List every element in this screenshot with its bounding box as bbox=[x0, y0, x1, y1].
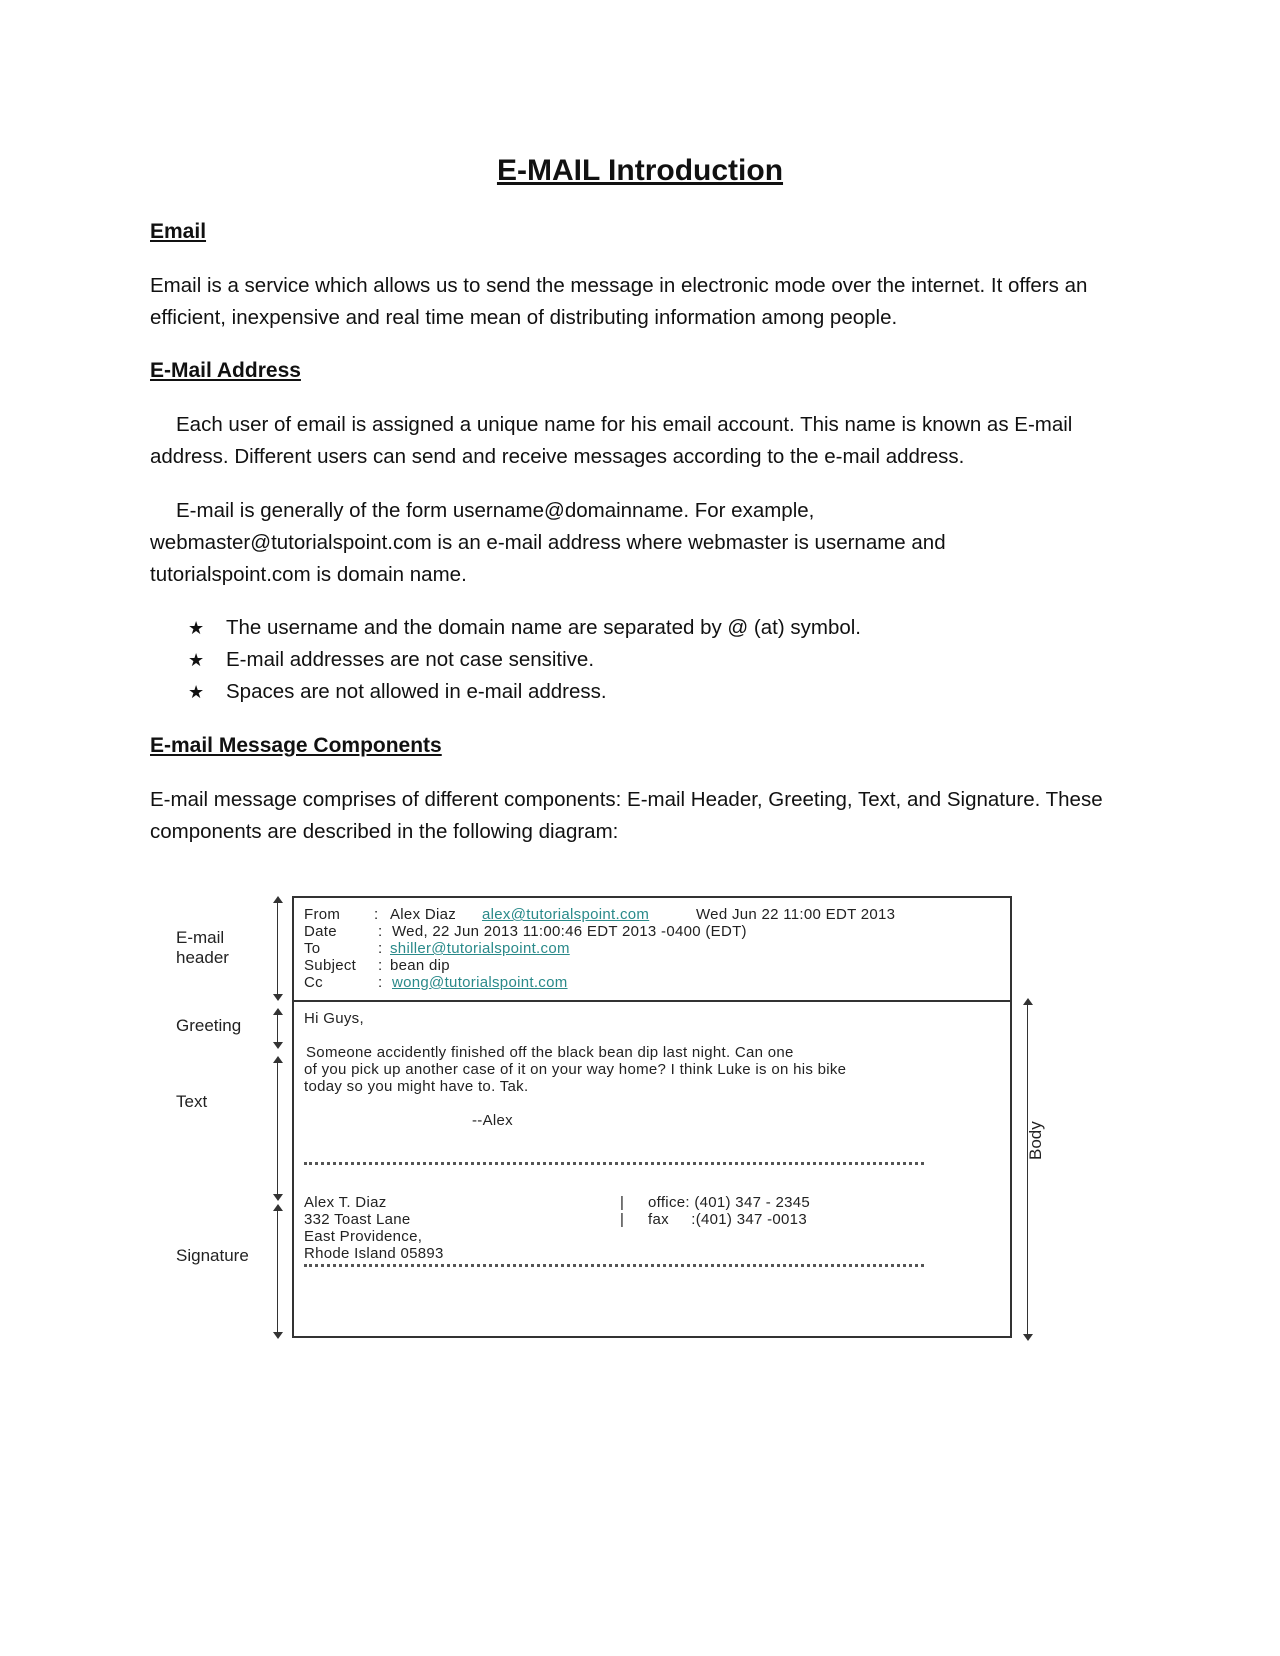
arrow-down-icon bbox=[273, 1042, 283, 1049]
signature-office-phone: office: (401) 347 - 2345 bbox=[648, 1194, 811, 1211]
label-greeting: Greeting bbox=[176, 1016, 242, 1035]
to-sep: : bbox=[378, 940, 383, 957]
heading-email: Email bbox=[150, 220, 207, 243]
from-date: Wed Jun 22 11:00 EDT 2013 bbox=[696, 906, 896, 923]
list-item: ★ Spaces are not allowed in e-mail address. bbox=[188, 676, 861, 708]
cc-sep: : bbox=[378, 974, 383, 991]
signature-divider-bottom bbox=[304, 1264, 924, 1267]
body-span-line bbox=[1027, 1004, 1028, 1336]
arrow-down-icon bbox=[273, 994, 283, 1001]
label-email-header: E-mail header bbox=[176, 928, 229, 967]
cc-email-link[interactable]: wong@tutorialspoint.com bbox=[392, 974, 568, 991]
signature-pipe: | bbox=[620, 1211, 625, 1228]
address-paragraph-1: Each user of email is assigned a unique name for his email account. This name is known as E-mail address. Different users can send and receive messages according to the e-mail address. bbox=[150, 413, 1073, 468]
date-value: Wed, 22 Jun 2013 11:00:46 EDT 2013 -0400 (EDT) bbox=[392, 923, 747, 940]
star-icon: ★ bbox=[188, 618, 205, 638]
heading-email-address: E-Mail Address bbox=[150, 359, 301, 382]
greeting-text: Hi Guys, bbox=[304, 1010, 364, 1027]
header-span-line bbox=[277, 902, 278, 996]
star-icon: ★ bbox=[188, 682, 205, 702]
components-paragraph: E-mail message comprises of different components: E-mail Header, Greeting, Text, and Signature. These components are described in the following diagram: bbox=[150, 788, 1103, 843]
header-body-divider bbox=[294, 1000, 1010, 1002]
text-span-line bbox=[277, 1062, 278, 1196]
address-bullet-list bbox=[188, 612, 861, 708]
signature-divider-top bbox=[304, 1162, 924, 1165]
arrow-down-icon bbox=[273, 1194, 283, 1201]
email-paragraph: Email is a service which allows us to send the message in electronic mode over the internet. It offers an efficient, inexpensive and real time mean of distributing information among people. bbox=[150, 274, 1088, 329]
label-text: Text bbox=[176, 1092, 208, 1111]
to-key: To bbox=[304, 940, 321, 957]
signature-name: Alex T. Diaz bbox=[304, 1194, 387, 1211]
from-email-link[interactable]: alex@tutorialspoint.com bbox=[482, 906, 650, 923]
to-email-link[interactable]: shiller@tutorialspoint.com bbox=[390, 940, 570, 957]
arrow-up-icon bbox=[1023, 998, 1033, 1005]
subject-value: bean dip bbox=[390, 957, 450, 974]
email-sample-box bbox=[292, 896, 1012, 1338]
list-item: ★ E-mail addresses are not case sensitive. bbox=[188, 644, 861, 676]
from-sep: : bbox=[374, 906, 379, 923]
signature-span-line bbox=[277, 1210, 278, 1334]
address-paragraph-2: E-mail is generally of the form username@domainname. For example, webmaster@tutorialspoint.com is an e-mail address where webmaster is username and tutorialspoint.com is domain name. bbox=[150, 499, 946, 586]
signature-city: East Providence, bbox=[304, 1228, 423, 1245]
subject-sep: : bbox=[378, 957, 383, 974]
page-title: E-MAIL Introduction bbox=[496, 154, 784, 187]
date-sep: : bbox=[378, 923, 383, 940]
signature-state: Rhode Island 05893 bbox=[304, 1245, 444, 1262]
greeting-span-line bbox=[277, 1014, 278, 1044]
signature-street: 332 Toast Lane bbox=[304, 1211, 411, 1228]
text-line: Someone accidently finished off the black bean dip last night. Can one bbox=[306, 1044, 794, 1061]
from-key: From bbox=[304, 906, 341, 923]
signature-pipe: | bbox=[620, 1194, 625, 1211]
list-item: ★ The username and the domain name are separated by @ (at) symbol. bbox=[188, 612, 861, 644]
arrow-up-icon bbox=[273, 1204, 283, 1211]
label-body: Body bbox=[1026, 1121, 1045, 1160]
arrow-up-icon bbox=[273, 1008, 283, 1015]
arrow-down-icon bbox=[1023, 1334, 1033, 1341]
signature-fax: fax :(401) 347 -0013 bbox=[648, 1211, 807, 1228]
text-line: today so you might have to. Tak. bbox=[304, 1078, 529, 1095]
sign-off: --Alex bbox=[472, 1112, 513, 1129]
label-signature: Signature bbox=[176, 1246, 249, 1265]
star-icon: ★ bbox=[188, 650, 205, 670]
heading-message-components: E-mail Message Components bbox=[150, 734, 442, 757]
cc-key: Cc bbox=[304, 974, 323, 991]
subject-key: Subject bbox=[304, 957, 357, 974]
arrow-down-icon bbox=[273, 1332, 283, 1339]
date-key: Date bbox=[304, 923, 337, 940]
arrow-up-icon bbox=[273, 896, 283, 903]
text-line: of you pick up another case of it on your way home? I think Luke is on his bike bbox=[304, 1061, 847, 1078]
arrow-up-icon bbox=[273, 1056, 283, 1063]
from-name: Alex Diaz bbox=[390, 906, 457, 923]
